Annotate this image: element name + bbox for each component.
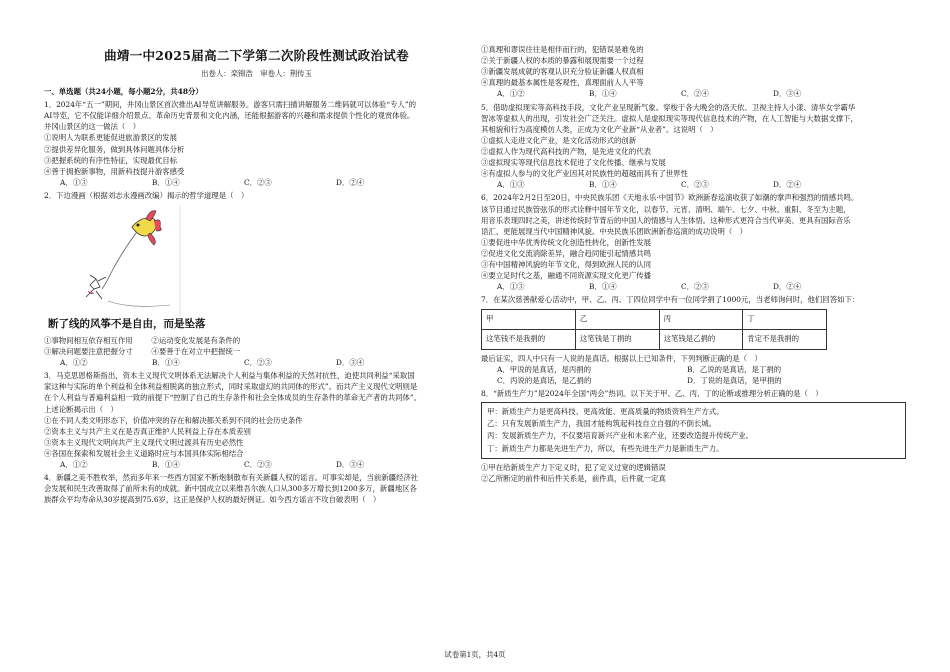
q6-stem-4: 语汇、更能展现当代中国精神风貌。中央民族乐团欧洲新春巡演的成功说明（ ）: [481, 226, 748, 236]
choice-c[interactable]: C．②③: [681, 282, 709, 292]
question-2: [44, 190, 469, 368]
choice-b[interactable]: B．①④: [589, 282, 617, 292]
q1-stem-1: 1．2024年“五一”期间，井冈山景区首次推出AI导览讲解服务。游客只需扫描讲解服务二维码就可以体验“专人”的: [44, 100, 417, 110]
choice-a[interactable]: A．①②: [60, 460, 88, 470]
q1-choices: [44, 177, 469, 188]
q2-option-row: [44, 346, 469, 357]
q6-option: ②促进文化交流消除差异，融合趋同能引起情感共鸣: [481, 248, 651, 258]
q8-option: ①甲在给新质生产力下定义时，犯了定义过宽的逻辑错误: [481, 462, 666, 472]
q8-statement: 乙：只有发展新质生产力，我国才能构筑起科技自立自强的不倒长城。: [487, 419, 717, 429]
q6-stem-1: 6．2024年2月2日至20日，中央民族乐团《天地永乐·中国节》欧洲新春巡演收获了如潮的掌声和强烈的情感共鸣。: [481, 193, 859, 203]
table-cell: 这笔钱是乙捐的: [659, 329, 743, 349]
q6-option: ③有中国精神风貌的年节文化，得到欧洲人民的认同: [481, 260, 651, 270]
table-cell: 肯定不是我捐的: [743, 329, 827, 349]
table-cell: 这笔钱是丁捐的: [575, 329, 659, 349]
choice-b[interactable]: B．①④: [152, 177, 180, 187]
choice-c[interactable]: C．②④: [681, 89, 709, 99]
q3-option: ④各国在探索和发展社会主义道路时应与本国具体实际相结合: [44, 448, 244, 458]
exam-title: 曲靖一中2025届高二下学第二次阶段性测试政治试卷: [104, 48, 409, 63]
kite-cartoon: [50, 205, 190, 315]
cartoon-caption: 断了线的风筝不是自由，而是坠落: [48, 318, 206, 331]
section-heading: 一、单选题（共24小题，每小题2分，共48分）: [44, 87, 203, 96]
left-column: [44, 84, 469, 505]
q7-after: 最后证实，四人中只有一人说的是真话。根据以上已知条件，下列判断正确的是（ ）: [481, 353, 762, 363]
choice-d[interactable]: D．③④: [336, 460, 365, 470]
table-row: [482, 329, 827, 349]
q2-choices: [44, 357, 469, 368]
question-4: [44, 472, 469, 505]
choice-a[interactable]: A．甲说的是真话，是丙捐的: [497, 364, 592, 374]
table-header-cell: 丁: [743, 309, 827, 329]
q8-statement: 甲：新质生产力是更高科技、更高效能、更高质量的物质资料生产方式。: [487, 406, 724, 416]
choice-c[interactable]: C．②③: [681, 180, 709, 190]
q3-option: ①在不同人类文明形态下，价值冲突的存在和解决都关系到不同的社会历史条件: [44, 415, 303, 425]
q2-option: ①事物间相互依存相互作用: [44, 335, 133, 345]
q4-option: ④真理的最基本属性是客观性，真理面前人人平等: [481, 78, 644, 88]
q8-option: ②乙所断定的前件和后件关系是，前件真，后件就一定真: [481, 473, 666, 483]
choice-d[interactable]: D．丁说的是真话，是甲捐的: [687, 375, 782, 385]
table-row: [482, 309, 827, 329]
q8-statement: 丁：新质生产力都是先进生产力，所以，有些先进生产力是新质生产力。: [487, 443, 724, 453]
q6-stem-2: 该节目通过民族管弦乐的形式诠释中国年节文化，以春节、元宵、清明、端午、七夕、中秋、重阳、冬至为主题，: [481, 204, 851, 214]
q6-option: ①要促进中华优秀传统文化创造性转化，创新性发展: [481, 237, 651, 247]
q5-stem-3: 其相貌和行为高度模仿人类，正成为文化产业新“从业者”。这说明（ ）: [481, 124, 718, 134]
q6-stem-3: 用音乐表现四时之美，讲述传统时节背后的中国人的情感与人生体悟。这种形式更符合当代审美、更具有国际音乐: [481, 215, 851, 225]
choice-b[interactable]: B．①④: [589, 180, 617, 190]
q8-statement: 丙：发展新质生产力，不仅要培育新兴产业和未来产业，还要改造提升传统产业。: [487, 431, 754, 441]
choice-a[interactable]: A．①③: [497, 180, 525, 190]
choice-b[interactable]: B．乙说的是真话，是丁捐的: [687, 364, 782, 374]
kite-cartoon-image: [50, 205, 190, 317]
choice-a[interactable]: A．①③: [60, 177, 88, 187]
q4-option: ③新疆发展成就的客观认识充分验证新疆人权真相: [481, 67, 644, 77]
question-1: [44, 99, 469, 188]
table-cell: 这笔钱不是我捐的: [482, 329, 576, 349]
question-3: [44, 370, 469, 470]
q1-option: ④善于拥抱新事物，用新科技提升游客感受: [44, 166, 185, 176]
table-header-cell: 乙: [575, 309, 659, 329]
choice-d[interactable]: D．③④: [773, 89, 802, 99]
q2-stem: 2．下边漫画（根据刘志永漫画改编）揭示的哲学道理是（ ）: [44, 190, 249, 200]
q5-option: ②虚拟人作为现代高科技的产物，是先进文化的代表: [481, 146, 651, 156]
q6-choices: [481, 281, 906, 292]
choice-d[interactable]: D．②④: [773, 282, 802, 292]
q7-choices-row-1: [481, 364, 906, 375]
q4-option: ①真理和谬误往往是相伴而行的，犯错误是难免的: [481, 45, 644, 54]
table-header-cell: 丙: [659, 309, 743, 329]
exam-authors: 出卷人：栾锦浩 审卷人：荆传玉: [201, 69, 312, 78]
q4-option: ②关于新疆人权的本质的暴露和展现需要一个过程: [481, 56, 644, 66]
choice-c[interactable]: C．②③: [244, 177, 272, 187]
choice-d[interactable]: D．②④: [773, 180, 802, 190]
q8-statement-box: [481, 402, 906, 459]
choice-a[interactable]: A．①③: [497, 282, 525, 292]
q1-option: ③把握系统的有序性特征，实现最优目标: [44, 155, 178, 165]
q3-option: ②资本主义与共产主义在是否真正维护人民利益上存在本质差别: [44, 426, 251, 436]
q2-option: ④要善于在对立中把握统一: [151, 346, 241, 356]
choice-c[interactable]: C．②③: [244, 358, 272, 368]
q1-stem-2: AI导览，它不仅能详细介绍景点、革命历史背景和文化内涵，还能根据游客的兴趣和需求提供个性化的观赏体验。: [44, 111, 415, 121]
q5-stem-1: 5．借助虚拟现实等高科技手段，文化产业呈现新气象。穿梭于各大晚会的洛天依、卫视主持人小漾、清华女学霸华: [481, 102, 856, 112]
q4-stem-1: 4．新疆之美不胜枚举，然而多年来一些西方国家不断炮制散布有关新疆人权的谣言。可事实却是，当前新疆经济社: [44, 473, 419, 483]
q4-stem-3: 族群众平均寿命从30岁提高到75.6岁，这正是保护人权的最好例证。如今西方谣言不攻自破表明（ ）: [44, 495, 381, 505]
choice-d[interactable]: D．②④: [336, 177, 365, 187]
q1-option: ①说明人为联系更能促进旅游景区的发展: [44, 133, 178, 143]
q3-stem-4: 上述论断揭示出（ ）: [44, 404, 118, 414]
choice-c[interactable]: C．②③: [244, 460, 272, 470]
q8-stem: 8．“新质生产力”是2024年全国“两会”热词。以下关于甲、乙、丙、丁的论断或推理分析正确的是（ ）: [481, 388, 823, 398]
choice-b[interactable]: B．①④: [152, 460, 180, 470]
q1-option: ②提供差异化服务，做到具体问题具体分析: [44, 144, 185, 154]
q2-option-row: [44, 335, 469, 346]
question-6: [481, 192, 906, 292]
q7-stem: 7．在某次慈善献爱心活动中，甲、乙、丙、丁四位同学中有一位同学捐了1000元，当老师询问时，他们回答如下：: [481, 295, 860, 305]
q3-choices: [44, 459, 469, 470]
q4-stem-2: 会发展和民生改善取得了前所未有的成就。新中国成立以来维吾尔族人口从300多万增长到1200多万，新疆地区各: [44, 484, 417, 494]
right-column: [481, 44, 906, 484]
q5-option: ③虚拟现实等现代信息技术促进了文化传播、继承与发展: [481, 158, 666, 168]
q5-option: ①虚拟人走进文化产业，是文化活动形式的创新: [481, 135, 637, 145]
q3-stem-1: 3．马克思恩格斯指出，资本主义现代文明体系无法解决个人利益与集体利益的天然对抗性，迫使共同利益“采取国: [44, 371, 415, 381]
question-4-continued: [481, 44, 906, 100]
question-5: [481, 102, 906, 191]
q2-option: ③解决问题要注意把握分寸: [44, 346, 133, 356]
choice-b[interactable]: B．①④: [152, 358, 180, 368]
choice-b[interactable]: B．①④: [589, 89, 617, 99]
q3-stem-3: 在个人利益与普遍利益相一致的前提下“控制了自己的生存条件和社会全体成员的生存条件的革命无产者的共同体”。: [44, 393, 422, 403]
q5-stem-2: 智冰等虚拟人的出现，引发社会广泛关注。虚拟人是虚拟现实等现代信息技术的产物，在人工智能与大数据支撑下，: [481, 113, 858, 123]
table-header-cell: 甲: [482, 309, 576, 329]
page-footer: 试卷第1页，共4页: [444, 650, 506, 659]
q4-choices: [481, 88, 906, 99]
q2-option: ②运动变化发展是有条件的: [151, 335, 241, 345]
q5-option: ④有虚拟人参与的文化产业因其对民族性的超越而具有了世界性: [481, 169, 688, 179]
choice-d[interactable]: D．③④: [336, 358, 365, 368]
choice-c[interactable]: C．丙说的是真话，是乙捐的: [497, 375, 592, 385]
choice-a[interactable]: A．①②: [497, 89, 525, 99]
q3-stem-2: 家这种与实际的单个利益和全体利益相脱离的独立形式，同时采取虚幻的共同体的形式”。而共产主义现代文明则是: [44, 382, 418, 392]
q1-stem-3: 井冈山景区的这一做法（ ）: [44, 122, 141, 132]
choice-a[interactable]: A．①②: [60, 358, 88, 368]
q5-choices: [481, 179, 906, 190]
q3-option: ③资本主义现代文明向共产主义现代文明过渡具有历史必然性: [44, 437, 244, 447]
question-7: [481, 294, 906, 385]
q6-option: ④要立足时代之基，融通不同资源实现文化更广传播: [481, 271, 651, 281]
q7-choices-row-2: [481, 375, 906, 386]
q7-answer-table: [481, 309, 827, 350]
question-8: [481, 388, 906, 484]
